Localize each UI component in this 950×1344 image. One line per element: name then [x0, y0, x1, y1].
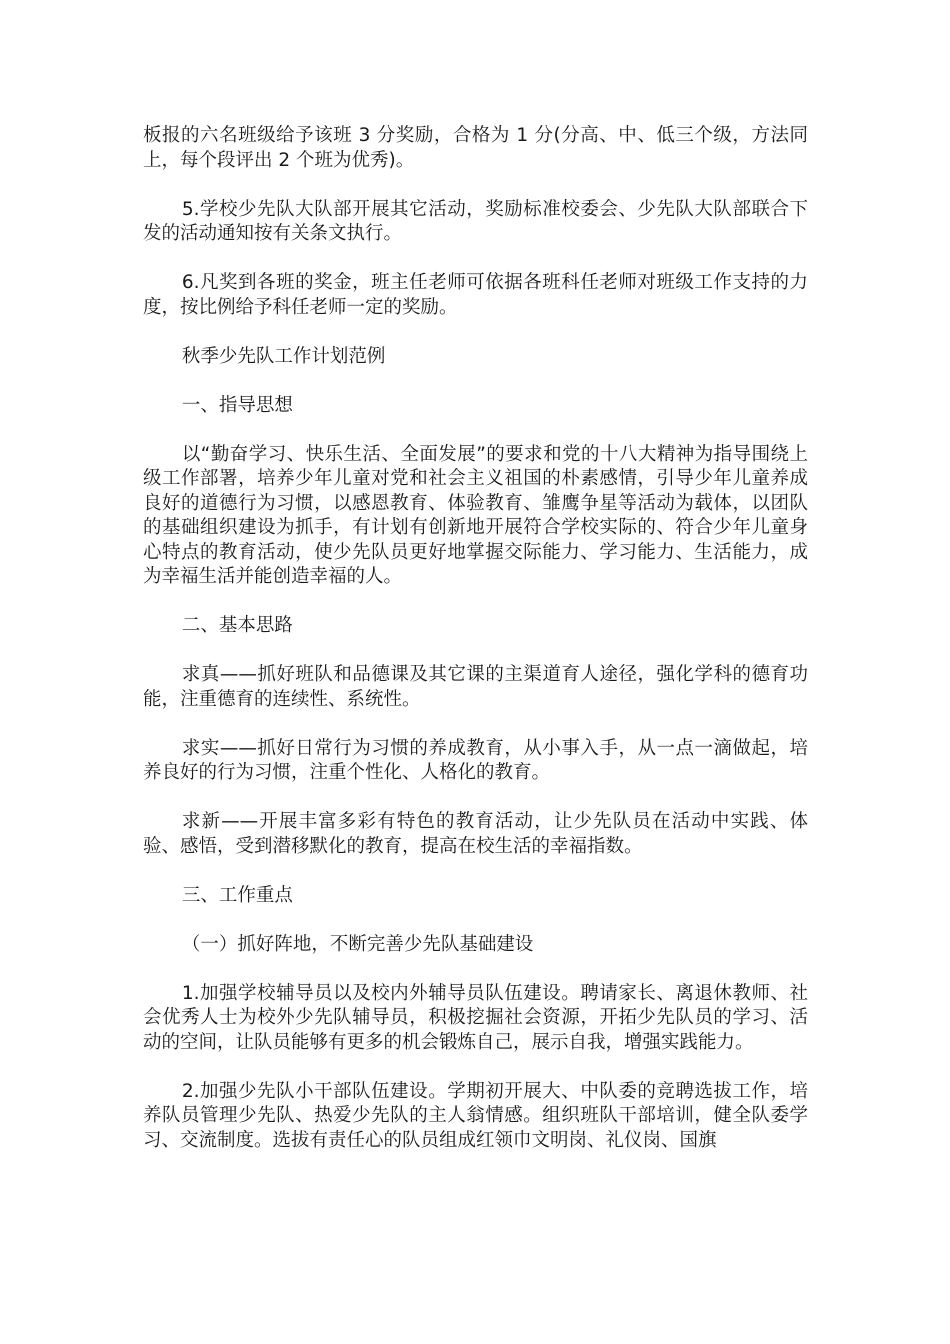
section-title: 秋季少先队工作计划范例 — [181, 345, 386, 367]
heading-guiding-ideology: 一、指导思想 — [181, 394, 293, 416]
paragraph-guiding-ideology: 以“勤奋学习、快乐生活、全面发展”的要求和党的十八大精神为指导围绕上级工作部署，培养少年儿童对党和社会主义祖国的朴素感情，引导少年儿童养成良好的道德行为习惯，以感恩教育、体验教育、雏鹰争星等活动为载体，以团队的基础组织建设为抓手，有计划有创新地开展符合学校实际的、符合少年儿童身心特点的教育活动，使少先队员更好地掌握交际能力、学习能力、生活能力，成为幸福生活并能创造幸福的人。 — [143, 443, 808, 587]
subheading-position-building: （一）抓好阵地，不断完善少先队基础建设 — [181, 933, 534, 955]
paragraph-cadre-team: 2.加强少先队小干部队伍建设。学期初开展大、中队委的竞聘选拔工作，培养队员管理少先队、热爱少先队的主人翁情感。组织班队干部培训，健全队委学习、交流制度。选拔有责任心的队员组成红领巾文明岗、礼仪岗、国旗 — [143, 1080, 808, 1151]
document-body — [143, 124, 808, 1178]
heading-work-focus: 三、工作重点 — [181, 884, 293, 906]
paragraph-award-continuation: 板报的六名班级给予该班 3 分奖励，合格为 1 分(分高、中、低三个级，方法同上，每个段评出 2 个班为优秀)。 — [143, 125, 808, 171]
paragraph-item-6: 6.凡奖到各班的奖金，班主任老师可依据各班科任老师对班级工作支持的力度，按比例给予科任老师一定的奖励。 — [143, 272, 808, 318]
paragraph-seek-reality: 求实——抓好日常行为习惯的养成教育，从小事入手，从一点一滴做起，培养良好的行为习惯，注重个性化、人格化的教育。 — [143, 737, 808, 783]
paragraph-item-5: 5.学校少先队大队部开展其它活动，奖励标准校委会、少先队大队部联合下发的活动通知按有关条文执行。 — [143, 198, 808, 244]
paragraph-counselor-team: 1.加强学校辅导员以及校内外辅导员队伍建设。聘请家长、离退休教师、社会优秀人士为校外少先队辅导员，积极挖掘社会资源，开拓少先队员的学习、活动的空间，让队员能够有更多的机会锻炼自己，展示自我，增强实践能力。 — [143, 982, 808, 1053]
heading-basic-approach: 二、基本思路 — [181, 615, 293, 636]
paragraph-seek-truth: 求真——抓好班队和品德课及其它课的主渠道育人途径，强化学科的德育功能，注重德育的连续性、系统性。 — [143, 664, 808, 710]
paragraph-seek-innovation: 求新——开展丰富多彩有特色的教育活动，让少先队员在活动中实践、体验、感悟，受到潜移默化的教育，提高在校生活的幸福指数。 — [143, 811, 808, 857]
